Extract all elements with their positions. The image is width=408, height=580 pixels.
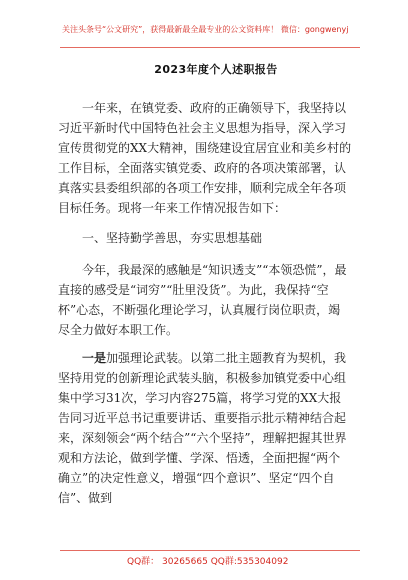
footer-divider [60,550,360,551]
theory-paragraph-lead: 一是 [82,351,107,365]
study-paragraph-text: 今年，我最深的感触是“知识透支”“本领恐慌”，最直接的感受是“词穷”“肚里没货”。为此，我保持“空杯”心态，不断强化理论学习，认真履行岗位职责，竭尽全力做好本职工作。 [58,263,347,337]
section-heading-paragraph [58,228,352,248]
intro-paragraph [58,98,352,218]
theory-paragraph [58,348,352,508]
header-divider [60,47,360,48]
header-note: 关注头条号“公文研究”，获得最新最全最专业的公文资料库！ 微信：gongwenyj [62,25,349,34]
page-title: 2023年度个人述职报告 [154,63,278,76]
section-heading-text: 一、坚持勤学善思，夯实思想基础 [82,231,263,245]
theory-paragraph-text: 加强理论武装。以第二批主题教育为契机，我坚持用党的创新理论武装头脑，积极参加镇党委中心组集中学习31次，学习内容275篇，将学习党的XX大报告同习近平总书记重要讲话、重要指示批示精神结合起来，深刻领会“两个结合”“六个坚持”，理解把握其世界观和方法论，做到学懂、学深、悟透，全面把握“两个确立”的决定性意义，增强“四个意识”、坚定“四个自信”、做到 [58,351,347,505]
document-body [58,98,352,508]
study-paragraph [58,260,352,340]
intro-paragraph-text: 一年来，在镇党委、政府的正确领导下，我坚持以习近平新时代中国特色社会主义思想为指导，深入学习宣传贯彻党的XX大精神，围绕建设宜居宜业和美乡村的工作目标，全面落实镇党委、政府的各项决策部署，认真落实县委组织部的各项工作安排，顺利完成全年各项目标任务。现将一年来工作情况报告如下： [58,101,352,215]
footer-note: QQ群： 30265665 QQ群:535304092 [127,557,289,567]
